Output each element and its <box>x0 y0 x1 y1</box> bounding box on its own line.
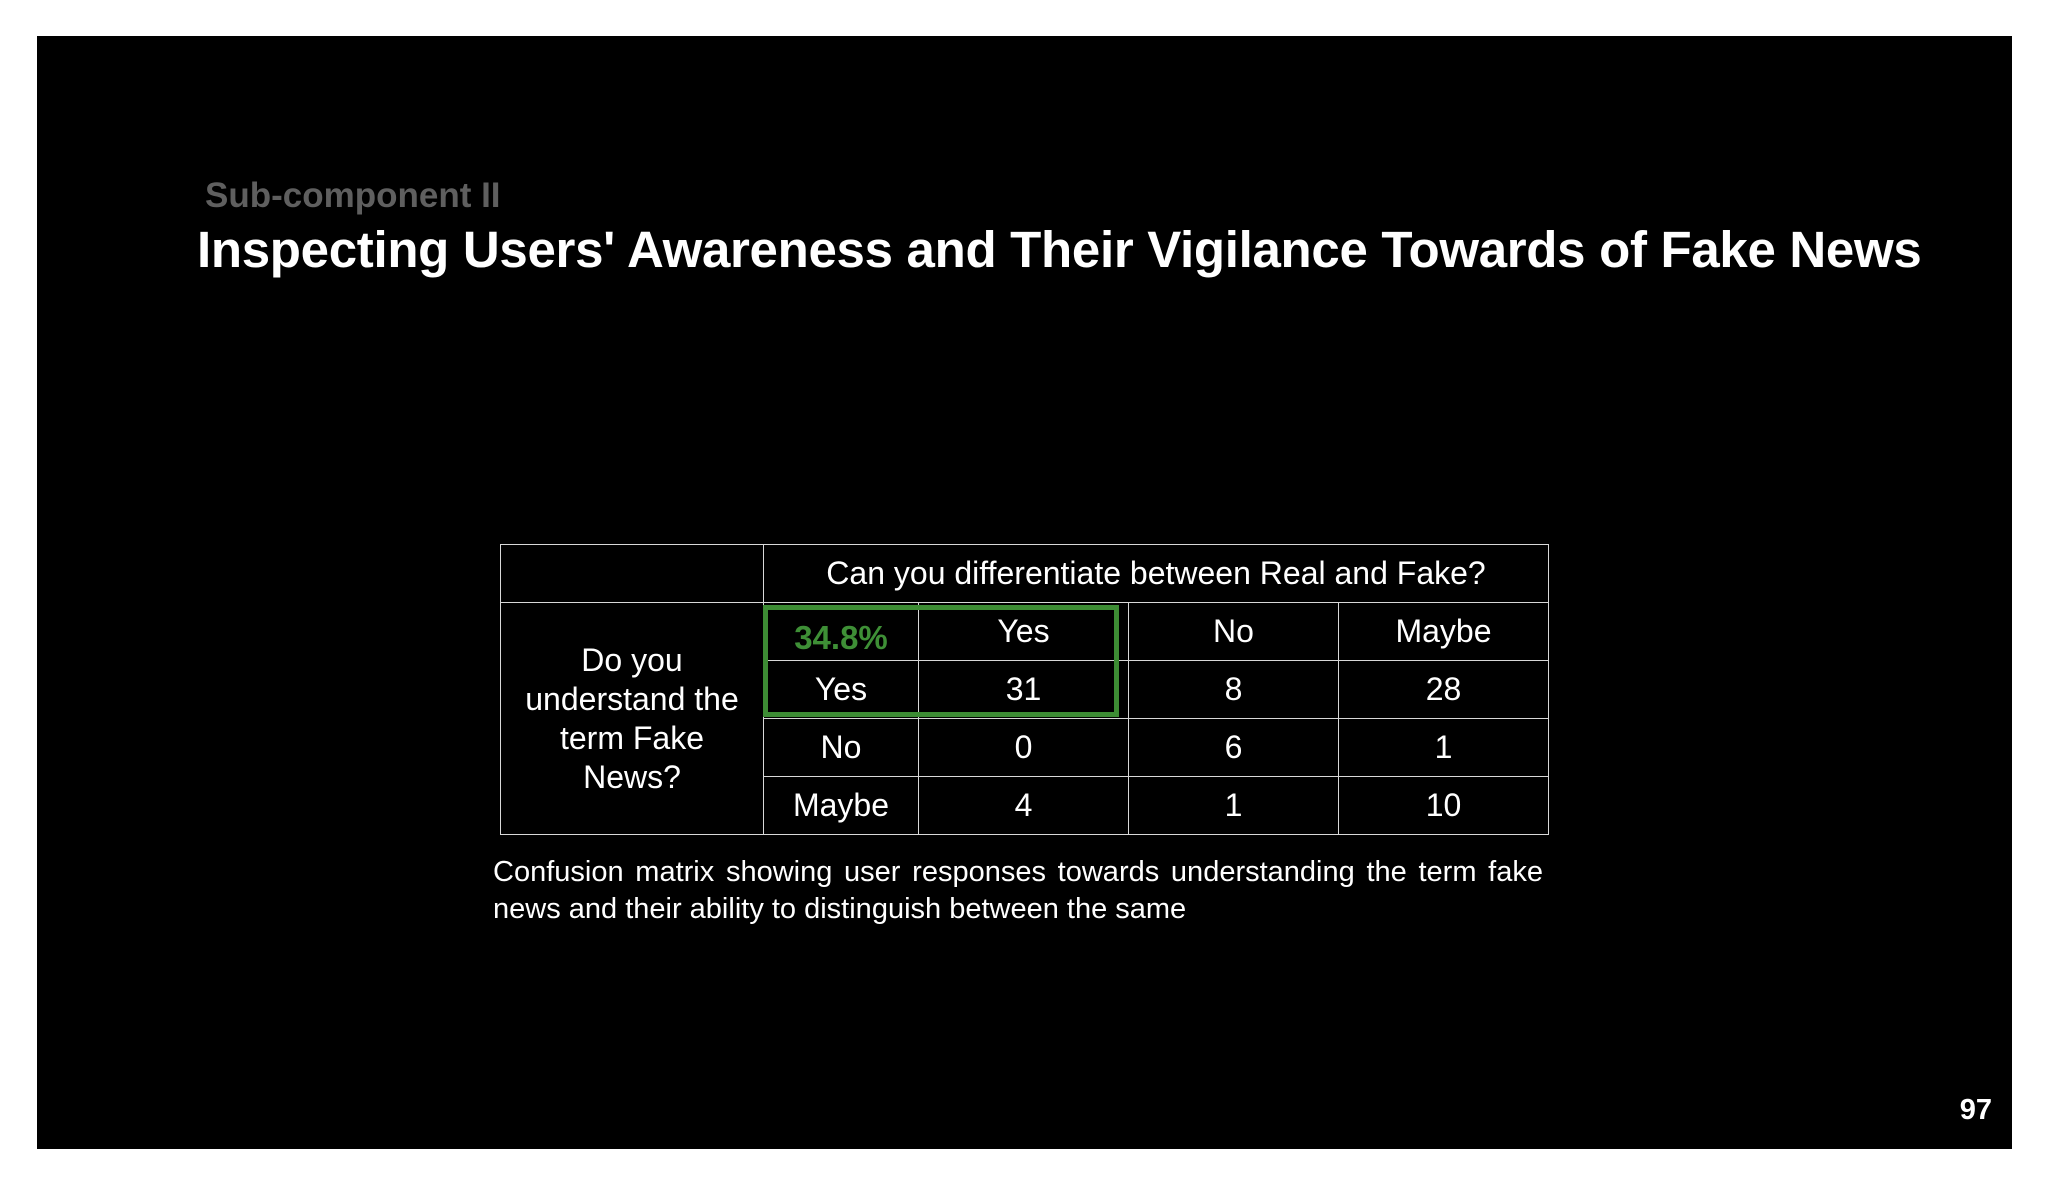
table-cell: 31 <box>919 661 1129 719</box>
table-cell: 0 <box>919 719 1129 777</box>
column-header-maybe: Maybe <box>1339 603 1549 661</box>
row-label-maybe: Maybe <box>764 777 919 835</box>
table-cell: 4 <box>919 777 1129 835</box>
table-cell: 6 <box>1129 719 1339 777</box>
table-cell: 8 <box>1129 661 1339 719</box>
slide <box>37 36 2012 1149</box>
table-caption: Confusion matrix showing user responses towards understanding the term fake news and their ability to distinguish between the same <box>493 856 1543 925</box>
table-row <box>501 545 1549 603</box>
table-cell: 28 <box>1339 661 1549 719</box>
highlight-percentage: 34.8% <box>794 618 888 656</box>
confusion-matrix-table <box>500 544 1549 835</box>
column-question-header: Can you differentiate between Real and Fake? <box>764 545 1549 603</box>
empty-corner-cell <box>501 545 764 603</box>
row-label-no: No <box>764 719 919 777</box>
page-number: 97 <box>1959 1094 1992 1126</box>
column-header-no: No <box>1129 603 1339 661</box>
row-label-yes: Yes <box>764 661 919 719</box>
table-row <box>501 603 1549 661</box>
highlight-percentage-cell <box>764 603 919 661</box>
table-cell: 1 <box>1129 777 1339 835</box>
column-header-yes: Yes <box>919 603 1129 661</box>
table-cell: 10 <box>1339 777 1549 835</box>
slide-subtitle: Sub-component II <box>205 176 501 215</box>
row-question-header: Do you understand the term Fake News? <box>501 603 764 835</box>
table-cell: 1 <box>1339 719 1549 777</box>
slide-title: Inspecting Users' Awareness and Their Vigilance Towards of Fake News <box>197 221 1922 278</box>
